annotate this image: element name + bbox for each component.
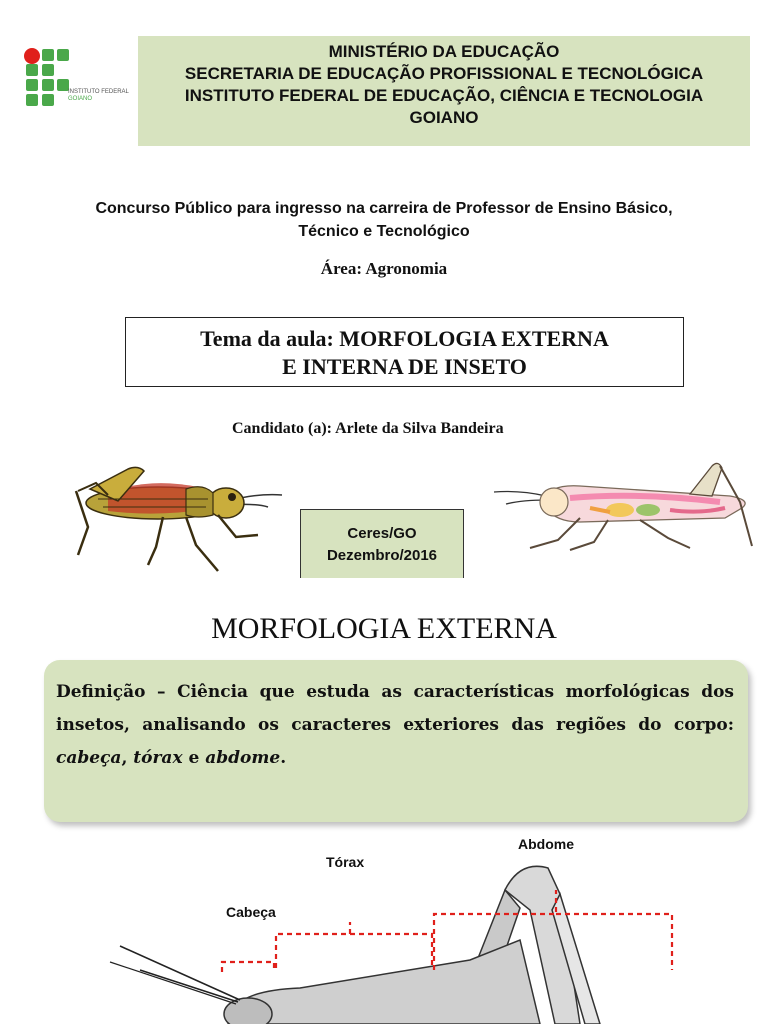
header-line3: INSTITUTO FEDERAL DE EDUCAÇÃO, CIÊNCIA E TECNOLOGIA [184,86,704,105]
term-abdome: abdome [205,748,281,768]
label-abdome: Abdome [518,836,574,852]
ceres-line2: Dezembro/2016 [326,547,438,564]
candidato-text: Candidato (a): Arlete da Silva Bandeira [232,420,504,437]
area-text: Área: Agronomia [320,259,448,278]
header-line1: MINISTÉRIO DA EDUCAÇÃO [328,42,560,61]
term-torax: tórax [133,748,183,768]
concurso-line1: Concurso Público para ingresso na carreira de Professor de Ensino Básico, [95,200,673,217]
ceres-line1: Ceres/GO [347,525,417,542]
logo-line1: INSTITUTO FEDERAL [68,89,129,95]
label-torax: Tórax [326,854,365,870]
concurso-text [40,197,728,243]
label-cabeca: Cabeça [226,904,276,920]
definition-box [44,660,748,822]
tema-line1: Tema da aula: MORFOLOGIA EXTERNA [200,326,609,351]
logo-grid-icon [22,46,72,108]
concurso-line2: Técnico e Tecnológico [298,223,470,240]
external-morphology-slide [0,580,768,1024]
logo-text [68,89,129,103]
grasshopper-sketch [224,866,600,1024]
region-brackets [222,890,672,972]
grasshopper-internal-image [490,456,755,556]
definition-sep2: e [182,748,206,768]
header-line4: GOIANO [409,108,479,127]
definition-prefix: Definição – Ciência que estuda as características morfológicas dos insetos, analisando os caracteres exteriores das regiões do corpo: [56,682,734,735]
definition-sep1: , [121,748,134,768]
header-line2: SECRETARIA DE EDUCAÇÃO PROFISSIONAL E TECNOLÓGICA [184,64,704,83]
location-date-box [300,509,464,578]
tema-line2: E INTERNA DE INSETO [282,354,527,379]
tema-box [125,317,684,387]
term-cabeca: cabeça [56,748,122,768]
definition-text [56,676,734,775]
instituto-federal-logo [22,46,132,112]
institution-header [138,36,750,146]
slide-title: MORFOLOGIA EXTERNA [211,612,557,645]
logo-line2: GOIANO [68,96,93,102]
body-regions-diagram [0,830,768,1024]
definition-suffix: . [280,748,287,768]
grasshopper-external-image [68,455,286,577]
